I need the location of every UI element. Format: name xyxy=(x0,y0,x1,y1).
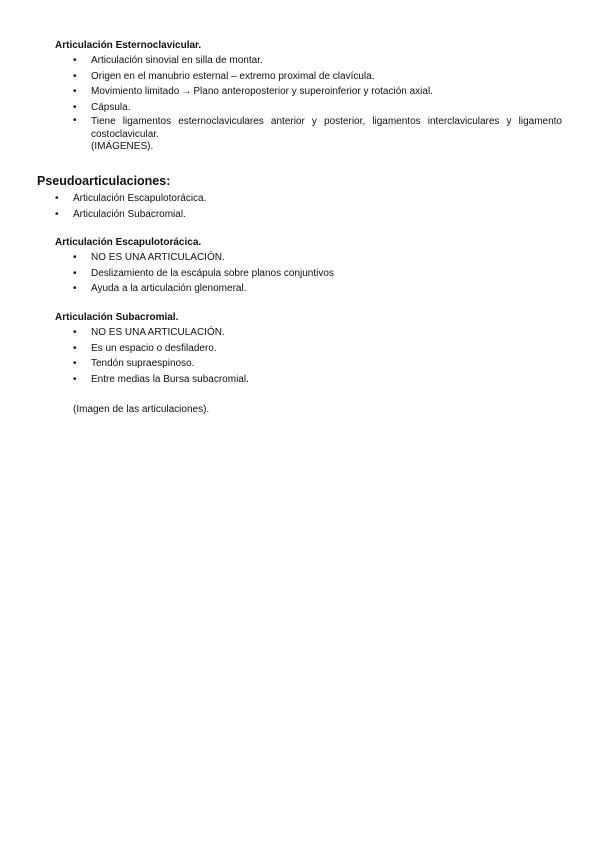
list-item-text: • Tiene ligamentos esternoclaviculares anterior y posterior, ligamentos interclaviculares y ligamento costoclavicular. xyxy=(91,116,562,140)
esternoclavicular-list xyxy=(73,53,562,154)
escapulotoracica-list xyxy=(73,250,553,297)
list-item xyxy=(73,281,553,297)
list-item-text: NO ES UNA ARTICULACIÓN. xyxy=(91,252,225,263)
list-item xyxy=(73,84,562,100)
list-item-text: Articulación Escapulotorácica. xyxy=(73,193,207,204)
subacromial-list xyxy=(73,325,553,387)
list-item-text: Deslizamiento de la escápula sobre planos conjuntivos xyxy=(91,267,334,279)
list-item xyxy=(73,356,553,372)
escapulotoracica-heading: Articulación Escapulotorácica. xyxy=(55,237,202,248)
list-item-text: Ayuda a la articulación glenomeral. xyxy=(91,283,247,294)
list-item xyxy=(73,266,553,282)
list-item xyxy=(55,191,535,207)
list-item xyxy=(73,372,553,388)
list-item-text: Cápsula. xyxy=(91,101,131,113)
arrow-right-icon: → xyxy=(181,86,192,97)
esternoclavicular-heading: Articulación Esternoclavicular. xyxy=(55,40,202,51)
pseudoarticulaciones-list xyxy=(55,191,535,222)
list-item xyxy=(73,115,562,154)
list-item xyxy=(73,341,553,357)
list-item xyxy=(55,207,535,223)
list-item-text: Entre medias la Bursa subacromial. xyxy=(91,373,249,385)
images-note: (IMÁGENES). xyxy=(91,141,154,152)
list-item-text: Plano anteroposterior y superoinferior y rotación axial. xyxy=(193,86,433,97)
movement-label: Movimiento limitado xyxy=(91,86,180,97)
list-item xyxy=(73,53,562,69)
images-footnote: (Imagen de las articulaciones). xyxy=(73,404,210,415)
list-item-text: Articulación Subacromial. xyxy=(73,208,186,220)
list-item-text: Origen en el manubrio esternal – extremo proximal de clavícula. xyxy=(91,70,375,82)
list-item xyxy=(73,69,562,85)
list-item-text: Es un espacio o desfiladero. xyxy=(91,342,217,354)
list-item-text: Articulación sinovial en silla de montar. xyxy=(91,55,263,66)
subacromial-heading: Articulación Subacromial. xyxy=(55,312,179,323)
list-item-text: NO ES UNA ARTICULACIÓN. xyxy=(91,327,225,338)
list-item xyxy=(73,250,553,266)
pseudoarticulaciones-heading: Pseudoarticulaciones: xyxy=(37,174,171,188)
list-item xyxy=(73,100,562,116)
list-item xyxy=(73,325,553,341)
list-item-text: Tendón supraespinoso. xyxy=(91,358,195,369)
